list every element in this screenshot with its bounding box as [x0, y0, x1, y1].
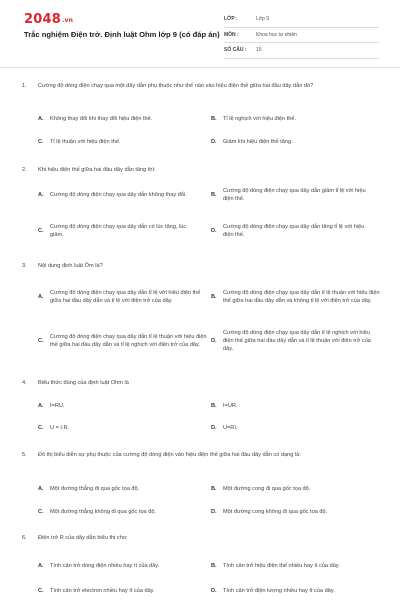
option-letter: C. — [38, 139, 44, 145]
option-letter: C. — [38, 588, 44, 594]
question-text: Cường độ dòng điện chạy qua một dây dẫn phụ thuộc như thế nào vào hiệu điện thế giữa hai đầu dây dẫn đó? — [38, 83, 314, 89]
option-letter: B. — [211, 192, 217, 198]
option-c[interactable] — [38, 508, 210, 516]
meta-label: LỚP : — [224, 16, 238, 23]
option-text: Cường độ dòng điện chạy qua dây dẫn tỉ lệ nghịch với hiệu điện thế giữa hai đầu dây dẫn và tỉ lệ thuận với điện trở của dây. — [223, 329, 371, 352]
option-d[interactable] — [211, 424, 376, 432]
meta-label: MÔN : — [224, 31, 239, 38]
option-text: Cường độ dòng điện chạy qua dây dẫn tỉ lệ thuận với hiệu điện thế giữa hai đầu dây dẫn và tỉ lệ nghịch với điện trở của dây. — [50, 333, 207, 348]
option-text: Một đường cong đi qua gốc tọa độ. — [223, 486, 311, 492]
option-letter: B. — [211, 403, 217, 409]
option-d[interactable] — [211, 138, 381, 146]
meta-row-class — [224, 12, 379, 28]
option-letter: B. — [211, 563, 217, 569]
option-letter: B. — [211, 293, 217, 300]
option-text: Một đường thẳng đi qua gốc tọa độ. — [50, 486, 140, 492]
question-text: Nội dung định luật Ôm là? — [38, 263, 103, 269]
option-text: Tính cản trở dòng điện nhiều hay ít của dây. — [50, 563, 160, 569]
question-2 — [22, 166, 382, 174]
question-text: Đồ thị biểu diễn sự phụ thuộc của cường độ dòng điện vào hiệu điện thế giữa hai đầu dây dẫn có dạng là: — [38, 452, 301, 458]
question-number: 2. — [22, 167, 27, 173]
question-text: Khi hiệu điện thế giữa hai đầu dây dẫn tăng thì: — [38, 167, 156, 173]
question-text: Biểu thức đúng của định luật Ohm là — [38, 380, 129, 386]
option-a[interactable] — [38, 283, 208, 310]
option-letter: D. — [211, 228, 217, 234]
question-number: 4. — [22, 380, 27, 386]
option-text: Tính cản trở hiệu điện thế nhiều hay ít của dây. — [223, 563, 340, 569]
option-d[interactable] — [211, 508, 383, 516]
page-title: Trắc nghiệm Điện trở. Định luật Ohm lớp 9 (có đáp án) — [24, 30, 220, 39]
option-text: Giảm khi hiệu điện thế tăng. — [223, 139, 293, 145]
option-letter: C. — [38, 509, 44, 515]
header-divider — [0, 67, 400, 68]
meta-value: Lớp 9 — [256, 16, 270, 23]
option-text: Tỉ lệ thuận với hiệu điện thế. — [50, 139, 121, 145]
option-letter: A. — [38, 563, 44, 569]
option-text: Cường độ dòng điện chạy qua dây dẫn có lúc tăng, lúc giảm. — [50, 224, 187, 238]
option-a[interactable] — [38, 485, 210, 493]
option-letter: A. — [38, 116, 44, 122]
logo-name: 2048 — [24, 12, 61, 27]
option-c[interactable] — [38, 582, 198, 600]
option-letter: B. — [211, 116, 217, 122]
option-text: Cường độ dòng điện chạy qua dây dẫn tỉ lệ thuận với hiệu điện thế giữa hai đầu dây dẫn và không tỉ lệ với điện trở của dây. — [223, 289, 380, 304]
option-b[interactable] — [211, 186, 371, 204]
question-number: 6. — [22, 535, 27, 541]
option-text: I=RU. — [50, 403, 65, 409]
option-c[interactable] — [38, 424, 203, 432]
option-b[interactable] — [211, 283, 381, 310]
option-d[interactable] — [211, 222, 371, 240]
meta-row-count — [224, 43, 379, 59]
option-text: Cường độ dòng điện chạy qua dây dẫn không thay đổi. — [50, 192, 187, 198]
option-b[interactable] — [211, 485, 383, 493]
question-5 — [22, 451, 382, 459]
option-c[interactable] — [38, 327, 208, 354]
question-number: 1. — [22, 83, 27, 89]
option-letter: C. — [38, 228, 44, 234]
question-number: 3. — [22, 263, 27, 269]
option-c[interactable] — [38, 222, 198, 240]
question-3 — [22, 262, 382, 270]
option-text: Cường độ dòng điện chạy qua dây dẫn tỉ lệ với hiệu điện thế giữa hai đầu dây dẫn và tỉ lệ với điện trở của dây. — [50, 289, 201, 304]
option-text: Tính cản trở điện lượng nhiều hay ít của dây. — [223, 588, 335, 594]
question-4 — [22, 379, 382, 387]
option-text: U = I.R. — [50, 425, 70, 431]
option-letter: D. — [211, 139, 217, 145]
option-a[interactable] — [38, 557, 198, 575]
site-logo[interactable] — [24, 12, 73, 27]
question-text: Điện trở R của dây dẫn biểu thị cho: — [38, 535, 128, 541]
question-1 — [22, 82, 382, 90]
option-letter: B. — [211, 486, 217, 492]
option-text: Tính cản trở electron nhiều hay ít của dây. — [50, 588, 155, 594]
option-letter: A. — [38, 293, 44, 300]
option-b[interactable] — [211, 402, 376, 410]
option-text: Một đường cong không đi qua gốc tọa độ. — [223, 509, 328, 515]
option-text: Một đường thẳng không đi qua gốc tọa độ. — [50, 509, 156, 515]
option-d[interactable] — [211, 582, 371, 600]
option-text: I=UR. — [223, 403, 238, 409]
meta-row-subject — [224, 28, 379, 44]
meta-value: 15 — [256, 47, 262, 54]
meta-label: SỐ CÂU : — [224, 47, 247, 54]
logo-suffix: .vn — [61, 17, 74, 24]
option-a[interactable] — [38, 186, 198, 204]
option-letter: D. — [211, 588, 217, 594]
option-letter: D. — [211, 337, 217, 344]
option-letter: D. — [211, 425, 217, 431]
option-text: Cường độ dòng điện chạy qua dây dẫn tăng tỉ lệ với hiệu điện thế. — [223, 224, 365, 238]
question-number: 5. — [22, 452, 27, 458]
option-b[interactable] — [211, 115, 381, 123]
option-letter: A. — [38, 403, 44, 409]
meta-table — [224, 12, 379, 59]
option-letter: C. — [38, 337, 44, 344]
question-6 — [22, 534, 382, 542]
page-header — [0, 0, 400, 64]
option-text: U=RI. — [223, 425, 238, 431]
option-text: Cường độ dòng điện chạy qua dây dẫn giảm tỉ lệ với hiệu điện thế. — [223, 188, 366, 202]
option-a[interactable] — [38, 115, 203, 123]
option-letter: A. — [38, 192, 44, 198]
option-b[interactable] — [211, 557, 371, 575]
option-text: Không thay đổi khi thay đổi hiệu điện thế. — [50, 116, 153, 122]
option-c[interactable] — [38, 138, 203, 146]
option-letter: A. — [38, 486, 44, 492]
option-letter: D. — [211, 509, 217, 515]
option-a[interactable] — [38, 402, 203, 410]
option-d[interactable] — [211, 327, 381, 354]
option-text: Tỉ lệ nghịch với hiệu điện thế. — [223, 116, 297, 122]
meta-value: Khoa học tự nhiên — [256, 31, 297, 38]
option-letter: C. — [38, 425, 44, 431]
